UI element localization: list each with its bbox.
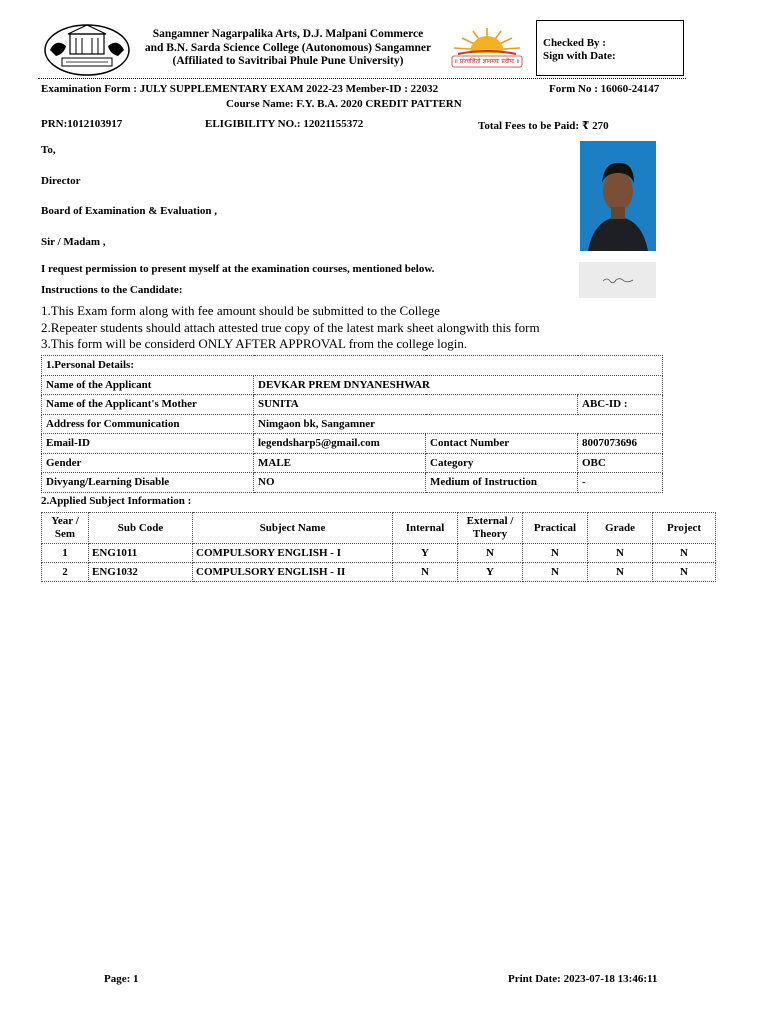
college-emblem-logo <box>42 20 132 76</box>
applicant-name-label: Name of the Applicant <box>42 375 254 395</box>
checked-by-label: Checked By : <box>543 37 606 49</box>
subjects-table <box>41 512 716 582</box>
letter-board: Board of Examination & Evaluation , <box>41 205 218 217</box>
col-practical: Practical <box>523 513 588 544</box>
row2-grade: N <box>588 563 653 582</box>
mother-name-value: SUNITA <box>254 395 578 415</box>
checked-by-box <box>536 20 684 76</box>
row1-name: COMPULSORY ENGLISH - I <box>193 544 393 563</box>
divyang-label: Divyang/Learning Disable <box>42 473 254 493</box>
table-row <box>42 414 663 434</box>
category-value: OBC <box>578 453 663 473</box>
divyang-value: NO <box>254 473 426 493</box>
letter-request: I request permission to present myself at the examination courses, mentioned below. <box>41 263 435 275</box>
table-row <box>42 544 716 563</box>
table-row <box>42 375 663 395</box>
row1-year: 1 <box>42 544 89 563</box>
personal-details-table <box>41 355 663 493</box>
email-value: legendsharp5@gmail.com <box>254 434 426 454</box>
sign-with-date-label: Sign with Date: <box>543 50 616 62</box>
instruction-3: 3.This form will be considerd ONLY AFTER APPROVAL from the college login. <box>41 336 468 351</box>
college-line-3: (Affiliated to Savitribai Phule Pune University) <box>172 55 404 67</box>
row2-code: ENG1032 <box>89 563 193 582</box>
print-date: Print Date: 2023-07-18 13:46:11 <box>508 973 658 985</box>
medium-value: - <box>578 473 663 493</box>
row2-name: COMPULSORY ENGLISH - II <box>193 563 393 582</box>
gender-value: MALE <box>254 453 426 473</box>
col-subject-name: Subject Name <box>193 513 393 544</box>
page-number: Page: 1 <box>104 973 139 985</box>
letter-to: To, <box>41 144 56 156</box>
mother-name-label: Name of the Applicant's Mother <box>42 395 254 415</box>
motto-text: ॥ प्रज्वलितो ज्ञानमयः प्रदीपः ॥ <box>454 58 520 65</box>
col-external-line2: Theory <box>472 528 508 540</box>
instructions-heading: Instructions to the Candidate: <box>41 284 183 296</box>
applicant-photo <box>580 141 656 251</box>
applicant-name-value: DEVKAR PREM DNYANESHWAR <box>254 375 663 395</box>
table-row <box>42 395 663 415</box>
row2-practical: N <box>523 563 588 582</box>
college-line-1: Sangamner Nagarpalika Arts, D.J. Malpani Commerce <box>152 28 424 40</box>
course-name: Course Name: F.Y. B.A. 2020 CREDIT PATTERN <box>226 98 462 110</box>
header-divider <box>38 78 686 79</box>
row1-practical: N <box>523 544 588 563</box>
table-row <box>42 453 663 473</box>
college-title <box>138 28 438 69</box>
letter-salutation: Sir / Madam , <box>41 236 106 248</box>
exam-line: Examination Form : JULY SUPPLEMENTARY EXAM 2022-23 Member-ID : 22032 <box>41 83 439 95</box>
sun-motto-logo <box>448 26 526 72</box>
table-header-row <box>42 513 716 544</box>
subjects-heading: 2.Applied Subject Information : <box>41 495 192 507</box>
col-year-sem-line1: Year / <box>51 515 79 527</box>
col-internal: Internal <box>393 513 458 544</box>
col-project: Project <box>653 513 716 544</box>
form-number: Form No : 16060-24147 <box>549 83 660 95</box>
instruction-1: 1.This Exam form along with fee amount should be submitted to the College <box>41 303 440 318</box>
row2-year: 2 <box>42 563 89 582</box>
table-row <box>42 434 663 454</box>
medium-label: Medium of Instruction <box>426 473 578 493</box>
total-fees: Total Fees to be Paid: ₹ 270 <box>478 120 609 132</box>
row1-project: N <box>653 544 716 563</box>
instruction-2: 2.Repeater students should attach attested true copy of the latest mark sheet alongwith this form <box>41 320 540 335</box>
table-row <box>42 563 716 582</box>
address-value: Nimgaon bk, Sangamner <box>254 414 663 434</box>
contact-label: Contact Number <box>426 434 578 454</box>
col-external-line1: External / <box>466 515 514 527</box>
eligibility-number: ELIGIBILITY NO.: 12021155372 <box>205 118 364 130</box>
address-label: Address for Communication <box>42 414 254 434</box>
col-year-sem-line2: Sem <box>54 528 76 540</box>
email-label: Email-ID <box>42 434 254 454</box>
row2-project: N <box>653 563 716 582</box>
row1-grade: N <box>588 544 653 563</box>
category-label: Category <box>426 453 578 473</box>
row1-internal: Y <box>393 544 458 563</box>
col-grade: Grade <box>588 513 653 544</box>
applicant-signature <box>579 262 656 298</box>
contact-value: 8007073696 <box>578 434 663 454</box>
letter-director: Director <box>41 175 81 187</box>
abc-id-label: ABC-ID : <box>578 395 663 415</box>
row2-internal: N <box>393 563 458 582</box>
personal-details-heading: 1.Personal Details: <box>42 356 663 376</box>
prn: PRN:1012103917 <box>41 118 123 130</box>
row1-code: ENG1011 <box>89 544 193 563</box>
college-line-2: and B.N. Sarda Science College (Autonomous) Sangamner <box>144 41 432 54</box>
row1-external: N <box>458 544 523 563</box>
row2-external: Y <box>458 563 523 582</box>
table-row <box>42 473 663 493</box>
gender-label: Gender <box>42 453 254 473</box>
col-year-sem <box>42 513 89 544</box>
col-sub-code: Sub Code <box>89 513 193 544</box>
col-external <box>458 513 523 544</box>
